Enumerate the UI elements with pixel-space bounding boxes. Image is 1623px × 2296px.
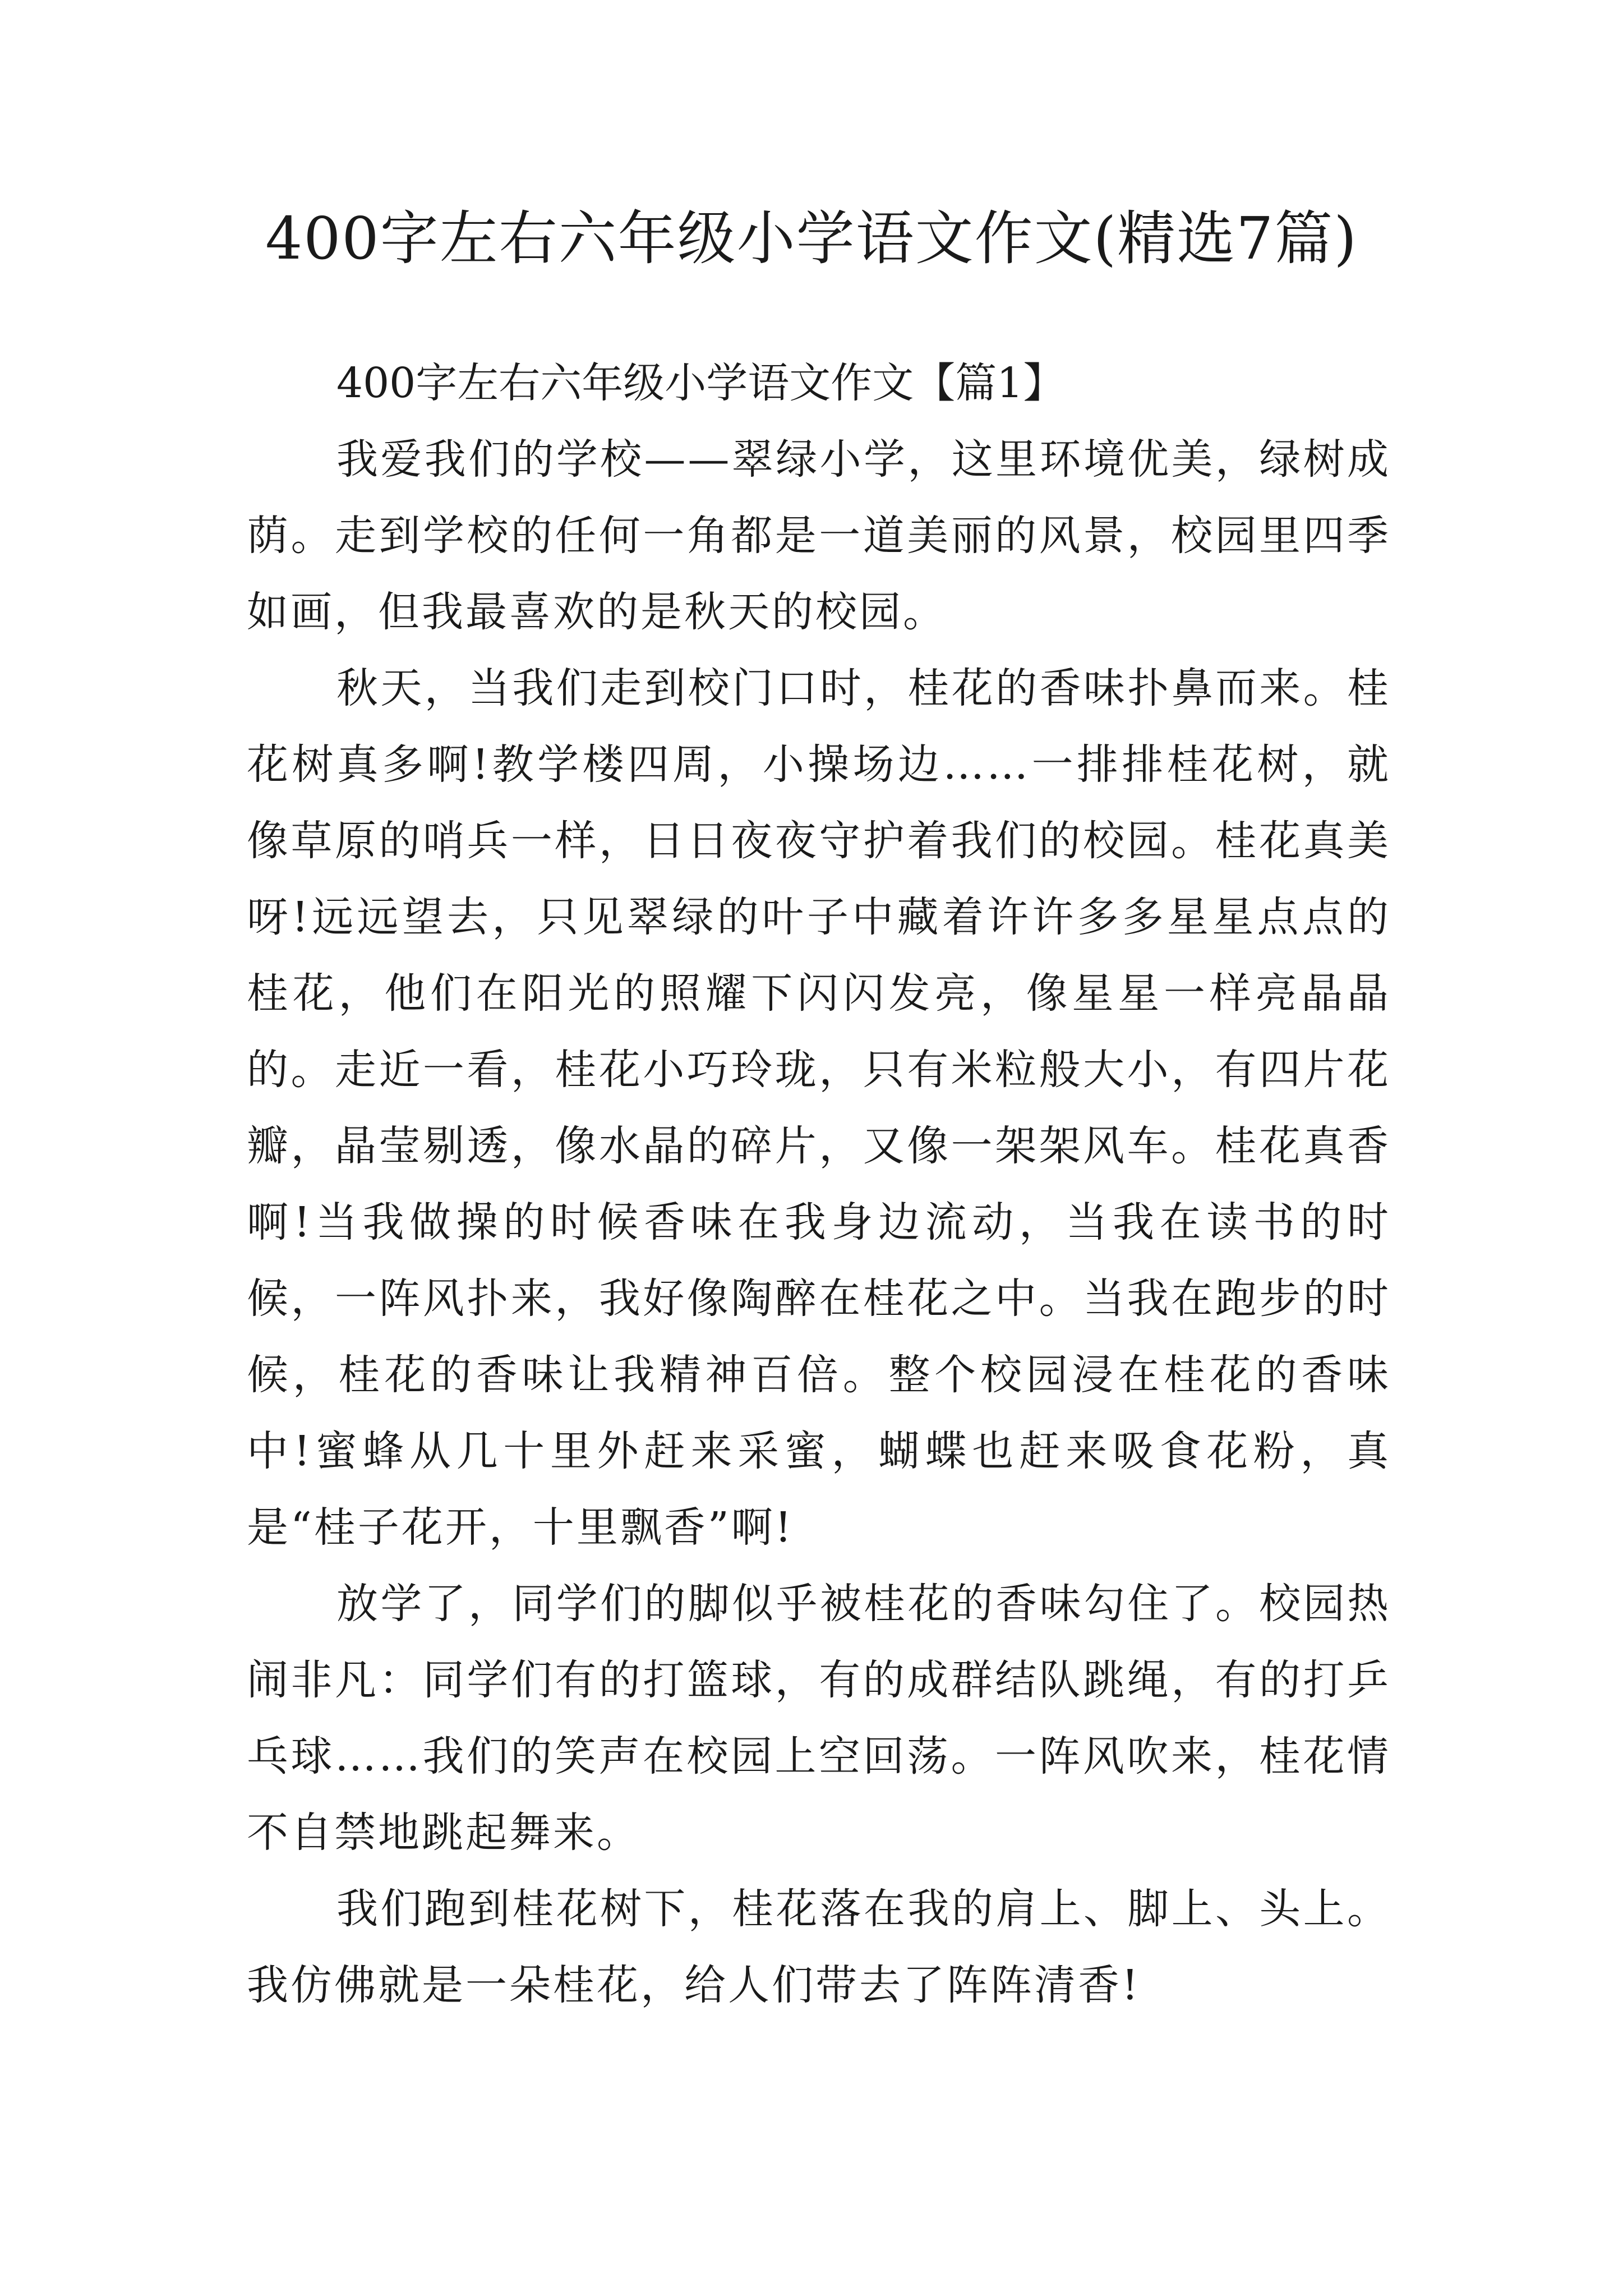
paragraph: 我们跑到桂花树下，桂花落在我的肩上、脚上、头上。我仿佛就是一朵桂花，给人们带去了阵阵清香! <box>247 1885 1391 2009</box>
paragraph: 放学了，同学们的脚似乎被桂花的香味勾住了。校园热闹非凡：同学们有的打篮球，有的成群结队跳绳，有的打乒乓球……我们的笑声在校园上空回荡。一阵风吹来，桂花情不自禁地跳起舞来。 <box>247 1580 1391 1857</box>
section-heading: 400字左右六年级小学语文作文【篇1】 <box>336 359 1065 407</box>
document-title: 400字左右六年级小学语文作文(精选7篇) <box>265 204 1358 273</box>
article-body <box>247 345 1391 2023</box>
paragraph: 我爱我们的学校——翠绿小学，这里环境优美，绿树成荫。走到学校的任何一角都是一道美丽的风景，校园里四季如画，但我最喜欢的是秋天的校园。 <box>247 435 1391 636</box>
paragraph: 秋天，当我们走到校门口时，桂花的香味扑鼻而来。桂花树真多啊!教学楼四周，小操场边……一排排桂花树，就像草原的哨兵一样，日日夜夜守护着我们的校园。桂花真美呀!远远望去，只见翠绿的叶子中藏着许许多多星星点点的桂花，他们在阳光的照耀下闪闪发亮，像星星一样亮晶晶的。走近一看，桂花小巧玲珑，只有米粒般大小，有四片花瓣，晶莹剔透，像水晶的碎片，又像一架架风车。桂花真香啊!当我做操的时候香味在我身边流动，当我在读书的时候，一阵风扑来，我好像陶醉在桂花之中。当我在跑步的时候，桂花的香味让我精神百倍。整个校园浸在桂花的香味中!蜜蜂从几十里外赶来采蜜，蝴蝶也赶来吸食花粉，真是“桂子花开，十里飘香”啊! <box>247 664 1391 1552</box>
